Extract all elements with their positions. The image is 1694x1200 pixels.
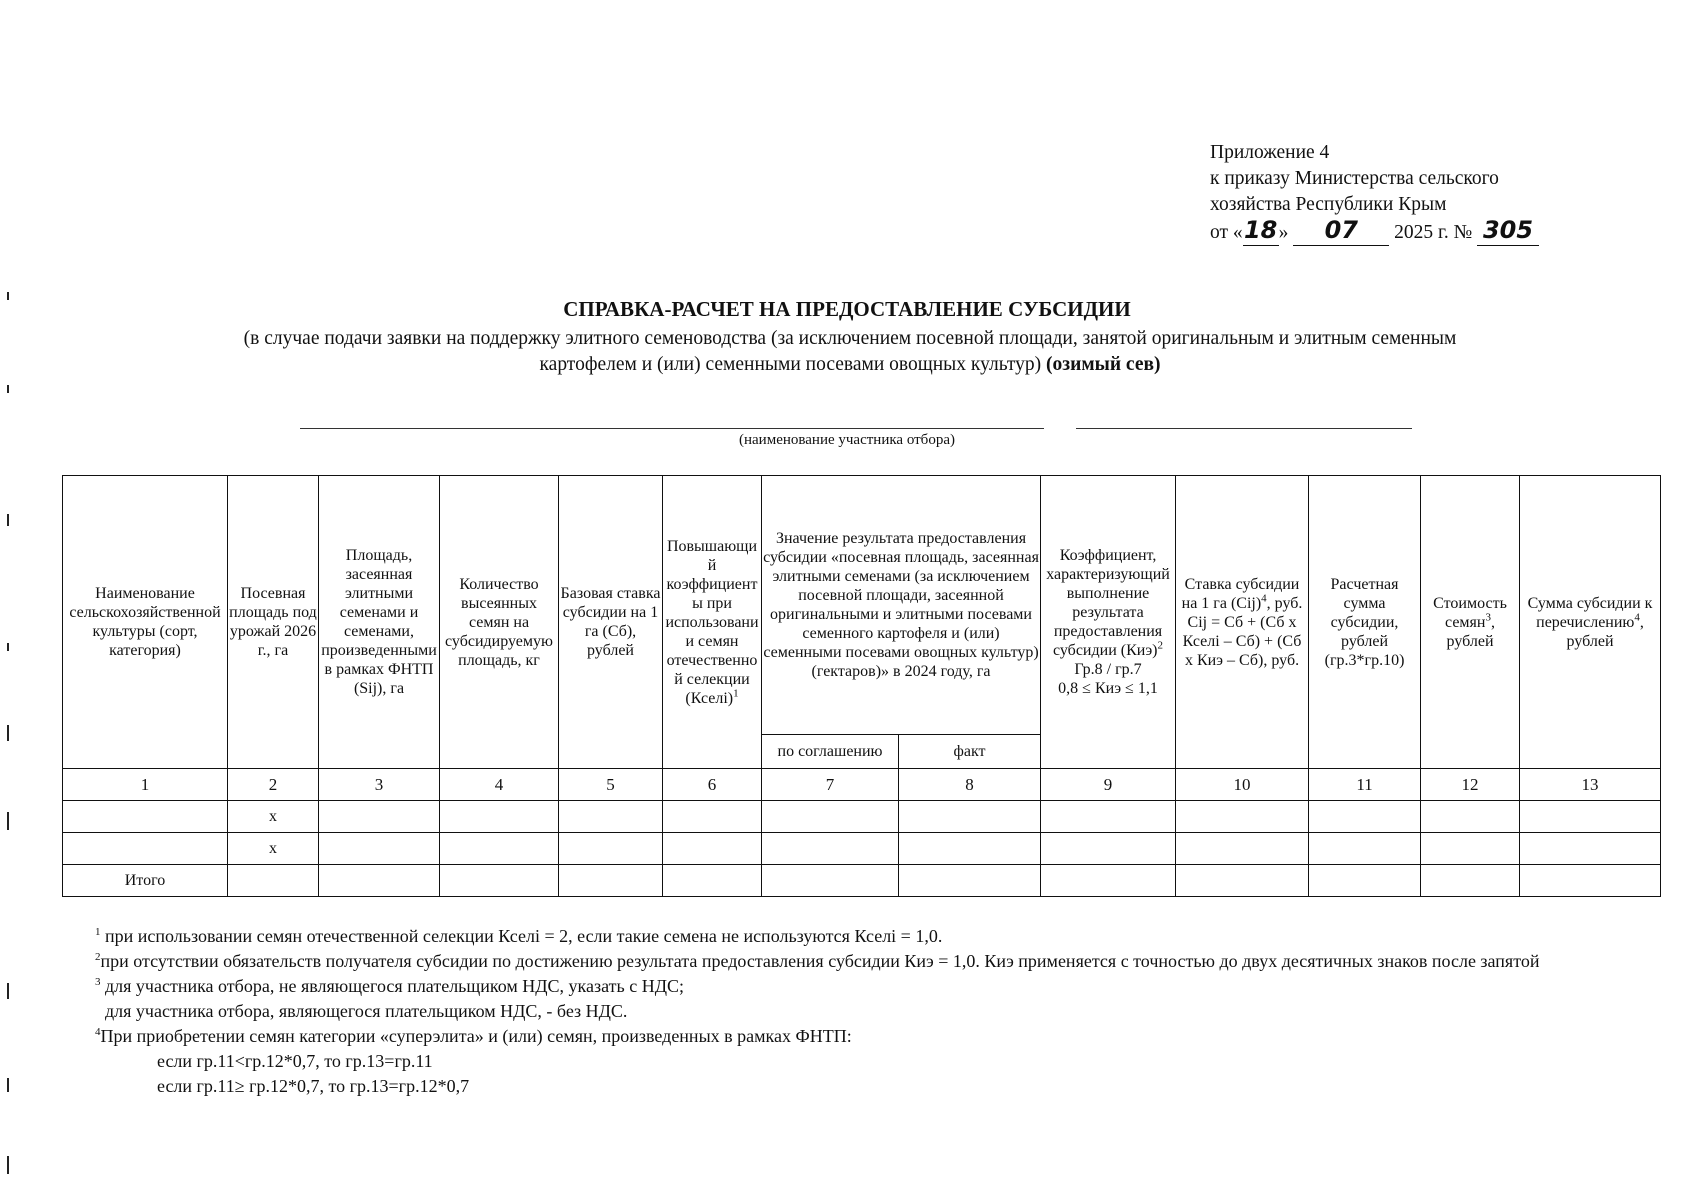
header-performance-formula: Гр.8 / гр.7 — [1074, 661, 1142, 678]
margin-tick — [7, 1156, 9, 1174]
table-cell[interactable] — [1520, 865, 1661, 897]
table-cell[interactable] — [1176, 833, 1309, 865]
footnotes — [95, 924, 1620, 1099]
column-number: 2 — [228, 769, 319, 801]
column-number: 9 — [1041, 769, 1176, 801]
margin-tick — [7, 983, 9, 999]
footnote-ref: 2 — [1157, 639, 1164, 652]
date-quote-close: » — [1278, 222, 1289, 243]
table-cell[interactable] — [899, 801, 1041, 833]
header-seed-cost-tail: , рублей — [1446, 613, 1495, 650]
header-base-rate: Базовая ставка субсидии на 1 га (Сб), рублей — [559, 476, 663, 769]
subtitle-line-1: (в случае подачи заявки на поддержку элитного семеноводства (за исключением посевной площади, занятой оригинальным и элитным семенным — [243, 328, 1457, 349]
table-cell[interactable] — [1041, 865, 1176, 897]
header-elite-area: Площадь, засеянная элитными семенами и семенами, произведенными в рамках ФНТП (Sij), га — [319, 476, 440, 769]
order-number-value: 305 — [1482, 216, 1534, 244]
participant-name-line — [300, 428, 1044, 429]
footnote-4-text: При приобретении семян категории «суперэлита» и (или) семян, произведенных в рамках ФНТП: — [100, 1026, 852, 1046]
order-number — [1477, 218, 1539, 246]
appendix-line-1: Приложение 4 — [1210, 142, 1330, 163]
table-cell[interactable] — [762, 801, 899, 833]
table-cell: х — [228, 833, 319, 865]
table-cell[interactable] — [440, 833, 559, 865]
appendix-date-line — [1210, 218, 1539, 246]
date-day — [1243, 218, 1279, 246]
header-transfer-sum — [1520, 476, 1661, 769]
page-title: СПРАВКА-РАСЧЕТ НА ПРЕДОСТАВЛЕНИЕ СУБСИДИИ — [563, 297, 1131, 321]
table-cell[interactable] — [1520, 801, 1661, 833]
total-label: Итого — [63, 865, 228, 897]
table-row — [63, 801, 1661, 833]
subtitle-line-2-text: картофелем и (или) семенными посевами овощных культур) — [539, 354, 1042, 375]
table-cell[interactable] — [1421, 833, 1520, 865]
column-number: 1 — [63, 769, 228, 801]
footnote-2 — [95, 949, 1620, 974]
table-cell[interactable] — [663, 865, 762, 897]
table-cell[interactable] — [559, 865, 663, 897]
footnote-mark: 3 — [95, 976, 101, 988]
table-cell[interactable] — [762, 833, 899, 865]
table-cell[interactable] — [440, 865, 559, 897]
header-crop-name: Наименование сельскохозяйственной культуры (сорт, категория) — [63, 476, 228, 769]
margin-tick — [7, 643, 9, 651]
footnote-3-text-a: для участника отбора, не являющегося плательщиком НДС, указать с НДС; — [100, 976, 684, 996]
table-cell[interactable] — [1309, 865, 1421, 897]
footnote-ref: 4 — [1634, 611, 1640, 624]
header-subsidy-rate — [1176, 476, 1309, 769]
table-cell[interactable] — [228, 865, 319, 897]
header-calc-sum: Расчетная сумма субсидии, рублей (гр.3*гр.10) — [1309, 476, 1421, 769]
header-performance-coef — [1041, 476, 1176, 769]
table-cell[interactable] — [762, 865, 899, 897]
footnote-ref: 1 — [733, 687, 739, 700]
footnote-4-rule-a: если гр.11<гр.12*0,7, то гр.13=гр.11 — [157, 1051, 433, 1071]
header-seed-cost-text: Стоимость семян — [1433, 594, 1507, 631]
footnote-4 — [95, 1024, 1620, 1049]
header-domestic-coef-text: Повышающий коэффициенты при использовании семян отечественной селекции (Кселi) — [665, 537, 759, 707]
date-day-value: 18 — [1243, 216, 1278, 244]
table-cell[interactable] — [63, 801, 228, 833]
footnote-mark: 2 — [95, 951, 101, 963]
column-number: 13 — [1520, 769, 1661, 801]
header-transfer-sum-text: Сумма субсидии к перечислению — [1527, 594, 1653, 631]
appendix-block — [1210, 140, 1539, 246]
table-cell[interactable] — [1421, 801, 1520, 833]
column-number: 10 — [1176, 769, 1309, 801]
header-fact: факт — [899, 735, 1041, 769]
footnote-ref: 4 — [1261, 592, 1267, 605]
participant-name-line — [1076, 428, 1412, 429]
header-sown-area: Посевная площадь под урожай 2026 г., га — [228, 476, 319, 769]
margin-tick — [7, 725, 9, 741]
header-performance-range: 0,8 ≤ Киэ ≤ 1,1 — [1058, 680, 1158, 697]
header-row — [63, 476, 1661, 735]
column-number-row — [63, 769, 1661, 801]
table-cell[interactable] — [319, 865, 440, 897]
table-cell: х — [228, 801, 319, 833]
footnote-mark: 4 — [95, 1026, 101, 1038]
footnote-3 — [95, 974, 1620, 999]
appendix-line-2: к приказу Министерства сельского — [1210, 168, 1499, 189]
table-cell[interactable] — [1309, 833, 1421, 865]
table-cell[interactable] — [1309, 801, 1421, 833]
table-cell[interactable] — [1176, 865, 1309, 897]
table-cell[interactable] — [899, 833, 1041, 865]
table-cell[interactable] — [63, 833, 228, 865]
column-number: 7 — [762, 769, 899, 801]
column-number: 11 — [1309, 769, 1421, 801]
date-year-label: 2025 г. № — [1394, 222, 1473, 243]
table-cell[interactable] — [559, 801, 663, 833]
footnote-4-rule-b: если гр.11≥ гр.12*0,7, то гр.13=гр.12*0,7 — [157, 1076, 470, 1096]
footnote-mark: 1 — [95, 926, 101, 938]
header-transfer-sum-tail: , рублей — [1566, 613, 1644, 650]
header-by-agreement: по соглашению — [762, 735, 899, 769]
header-subsidy-rate-text: Ставка субсидии на 1 га (Сij) — [1181, 575, 1300, 612]
table-cell[interactable] — [1421, 865, 1520, 897]
table-cell[interactable] — [1041, 833, 1176, 865]
table-cell[interactable] — [1520, 833, 1661, 865]
column-number: 5 — [559, 769, 663, 801]
column-number: 6 — [663, 769, 762, 801]
margin-tick — [7, 1078, 9, 1092]
table-cell[interactable] — [899, 865, 1041, 897]
footnote-3-cont: для участника отбора, являющегося плательщиком НДС, - без НДС. — [105, 1001, 628, 1021]
footnote-2-text: при отсутствии обязательств получателя субсидии по достижению результата предоставления субсидии Киэ = 1,0. Киэ применяется с точностью до двух десятичных знаков после запятой — [100, 951, 1540, 971]
column-number: 3 — [319, 769, 440, 801]
table-cell[interactable] — [663, 833, 762, 865]
table-cell[interactable] — [319, 833, 440, 865]
margin-tick — [7, 514, 9, 526]
page-subtitle — [70, 326, 1630, 378]
footnote-1 — [95, 924, 1620, 949]
header-performance-coef-text: Коэффициент, характеризующий выполнение результата предоставления субсидии (Киэ) — [1046, 547, 1170, 659]
margin-tick — [7, 812, 9, 830]
subtitle-bold-text: (озимый сев) — [1046, 354, 1161, 375]
date-month — [1293, 218, 1389, 246]
header-subsidy-rate-tail: , руб. Сij = Сб + (Сб х Кселi – Сб) + (Сб х Киэ – Сб), руб. — [1182, 594, 1303, 669]
table-cell[interactable] — [1176, 801, 1309, 833]
appendix-line-3: хозяйства Республики Крым — [1210, 194, 1447, 215]
date-from-label: от « — [1210, 222, 1243, 243]
participant-caption: (наименование участника отбора) — [739, 432, 955, 448]
footnote-ref: 3 — [1485, 611, 1491, 624]
header-result-value: Значение результата предоставления субсидии «посевная площадь, засеянная элитными семенами (за исключением посевной площади, засеянной оригинальными и элитными посевами семенного картофеля и (или) семенными посевами овощных культур) (гектаров)» в 2024 году, га — [762, 476, 1041, 735]
subtitle-line-2 — [70, 352, 1630, 378]
column-number: 12 — [1421, 769, 1520, 801]
table-row — [63, 833, 1661, 865]
subsidy-calc-table — [62, 475, 1661, 897]
table-cell[interactable] — [440, 801, 559, 833]
header-seed-cost — [1421, 476, 1520, 769]
table-cell[interactable] — [559, 833, 663, 865]
footnote-1-text: при использовании семян отечественной селекции Кселi = 2, если такие семена не используются Кселi = 1,0. — [100, 926, 943, 946]
table-cell[interactable] — [663, 801, 762, 833]
date-month-value: 07 — [1324, 216, 1358, 244]
total-row — [63, 865, 1661, 897]
table-cell[interactable] — [319, 801, 440, 833]
header-domestic-coef — [663, 476, 762, 769]
table-cell[interactable] — [1041, 801, 1176, 833]
column-number: 4 — [440, 769, 559, 801]
column-number: 8 — [899, 769, 1041, 801]
margin-tick — [7, 385, 9, 393]
header-seed-quantity: Количество высеянных семян на субсидируемую площадь, кг — [440, 476, 559, 769]
